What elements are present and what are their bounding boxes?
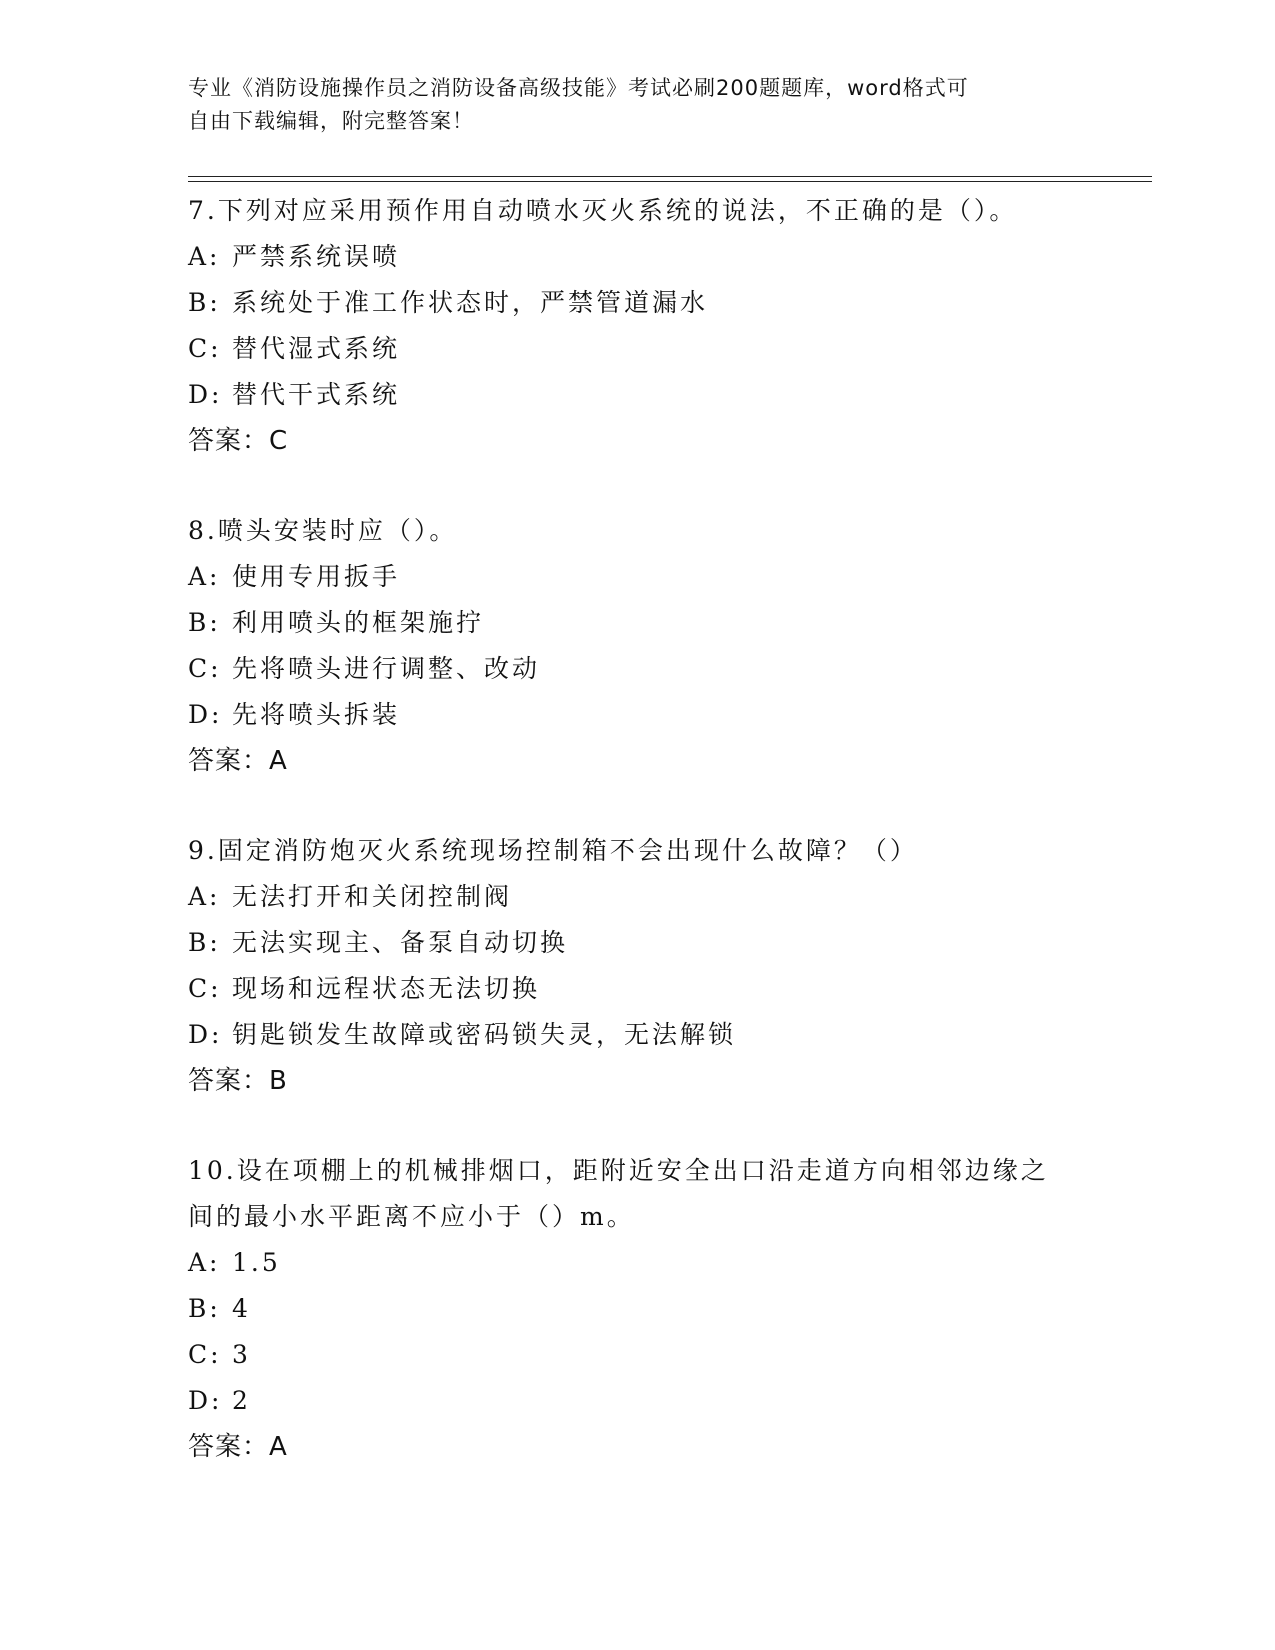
option-key: C:: [188, 334, 222, 363]
answer-line: 答案：A: [188, 1432, 288, 1462]
question-stem: 10.设在项棚上的机械排烟口，距附近安全出口沿走道方向相邻边缘之: [188, 1156, 1049, 1185]
question-stem: 8.喷头安装时应（）。: [188, 516, 458, 545]
option-text: 使用专用扳手: [232, 562, 401, 591]
option-key: C:: [188, 974, 222, 1003]
header-line-2: 自由下载编辑，附完整答案！: [188, 109, 474, 133]
option-key: A:: [188, 1248, 221, 1277]
option-text: 2: [232, 1386, 251, 1415]
option-c: [188, 326, 1108, 372]
question-7: [188, 188, 1108, 464]
option-key: A:: [188, 242, 221, 271]
question-8: [188, 508, 1108, 784]
option-d: [188, 1378, 1108, 1424]
option-text: 现场和远程状态无法切换: [232, 974, 541, 1003]
option-b: [188, 1286, 1108, 1332]
question-10: [188, 1148, 1108, 1470]
question-stem: 7.下列对应采用预作用自动喷水灭火系统的说法，不正确的是（）。: [188, 196, 1018, 225]
option-d: [188, 1012, 1108, 1058]
option-key: D:: [188, 1386, 223, 1415]
option-key: B:: [188, 288, 221, 317]
option-key: C:: [188, 654, 222, 683]
question-stem-continued: 间的最小水平距离不应小于（）m。: [188, 1202, 635, 1231]
question-stem: 9.固定消防炮灭火系统现场控制箱不会出现什么故障？（）: [188, 836, 918, 865]
option-a: [188, 234, 1108, 280]
option-a: [188, 554, 1108, 600]
option-a: [188, 1240, 1108, 1286]
option-c: [188, 1332, 1108, 1378]
option-text: 4: [232, 1294, 251, 1323]
option-text: 无法实现主、备泵自动切换: [232, 928, 569, 957]
option-b: [188, 280, 1108, 326]
option-b: [188, 920, 1108, 966]
option-text: 利用喷头的框架施拧: [232, 608, 485, 637]
option-key: C:: [188, 1340, 222, 1369]
question-9: [188, 828, 1108, 1104]
answer-line: 答案：A: [188, 746, 288, 776]
option-text: 替代干式系统: [232, 380, 401, 409]
answer-line: 答案：C: [188, 426, 289, 456]
document-header: [188, 72, 1088, 138]
header-divider-bottom: [188, 181, 1152, 182]
option-text: 系统处于准工作状态时，严禁管道漏水: [232, 288, 709, 317]
option-key: B:: [188, 928, 221, 957]
option-text: 替代湿式系统: [232, 334, 401, 363]
header-line-1: 专业《消防设施操作员之消防设备高级技能》考试必刷200题题库，word格式可: [188, 76, 969, 100]
header-divider-top: [188, 176, 1152, 177]
option-text: 钥匙锁发生故障或密码锁失灵，无法解锁: [232, 1020, 737, 1049]
option-key: D:: [188, 700, 223, 729]
option-key: A:: [188, 562, 221, 591]
option-key: A:: [188, 882, 221, 911]
option-text: 先将喷头进行调整、改动: [232, 654, 541, 683]
option-a: [188, 874, 1108, 920]
option-text: 无法打开和关闭控制阀: [232, 882, 513, 911]
option-text: 3: [232, 1340, 251, 1369]
answer-line: 答案：B: [188, 1066, 288, 1096]
option-text: 1.5: [232, 1248, 281, 1277]
option-text: 严禁系统误喷: [232, 242, 401, 271]
option-c: [188, 646, 1108, 692]
option-key: D:: [188, 380, 223, 409]
option-text: 先将喷头拆装: [232, 700, 401, 729]
option-key: B:: [188, 1294, 221, 1323]
option-c: [188, 966, 1108, 1012]
option-key: D:: [188, 1020, 223, 1049]
option-d: [188, 692, 1108, 738]
option-b: [188, 600, 1108, 646]
option-key: B:: [188, 608, 221, 637]
option-d: [188, 372, 1108, 418]
